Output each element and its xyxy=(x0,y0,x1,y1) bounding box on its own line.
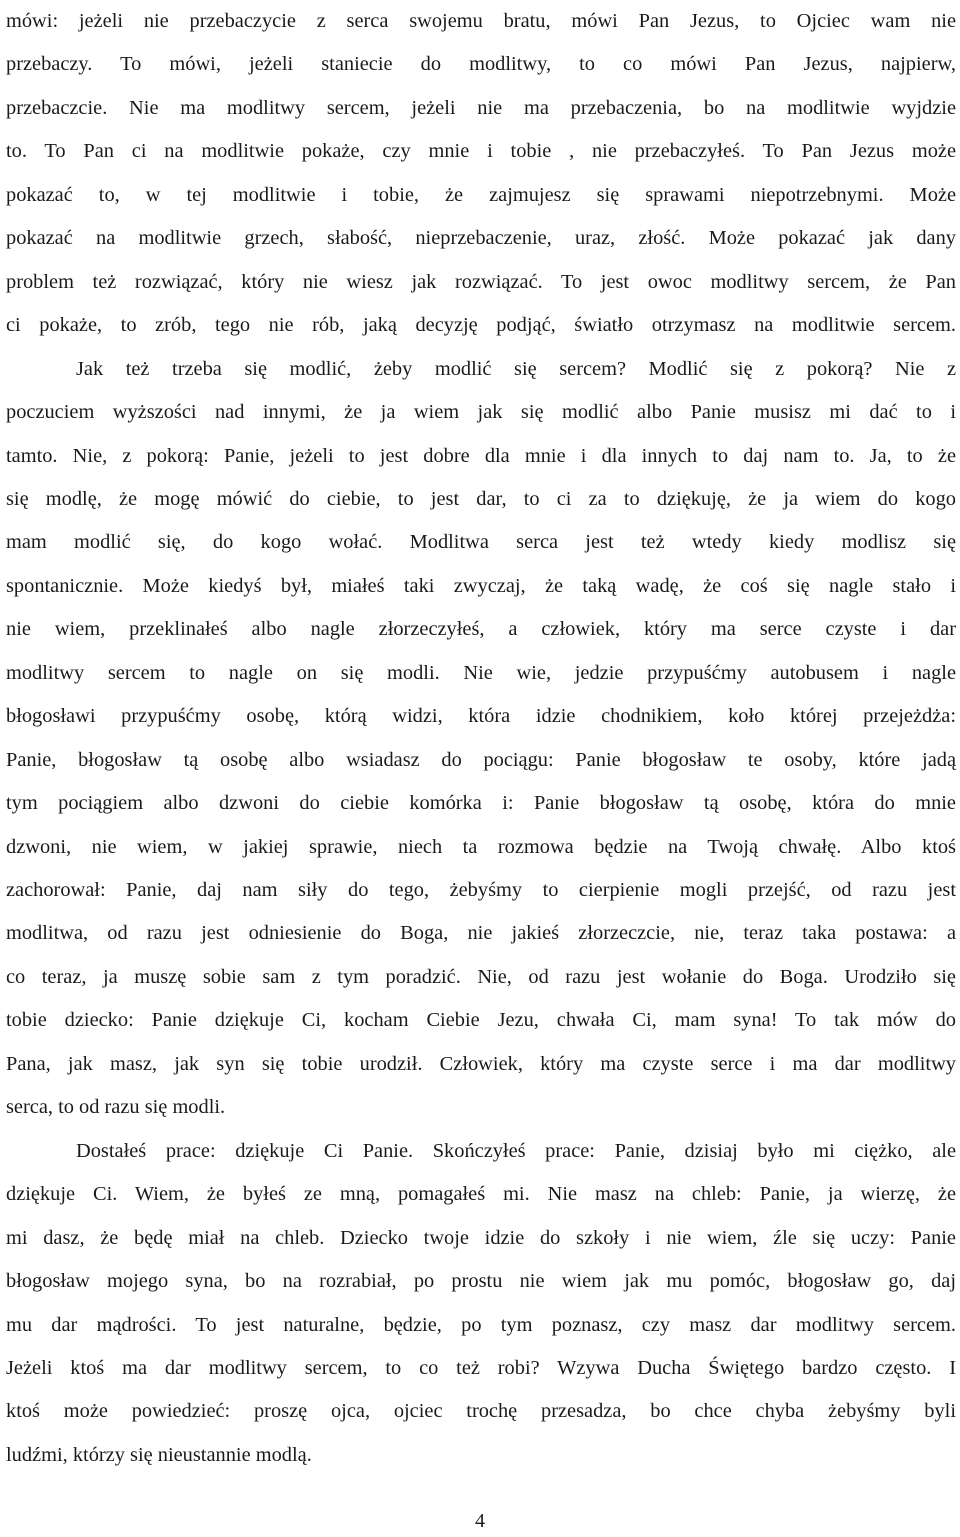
text-line xyxy=(6,608,956,652)
text-line xyxy=(6,912,956,956)
text-segment: dziękuje Ci. Wiem, że byłeś ze mną, pomagałeś mi. Nie masz na chleb: Panie, ja wierzę, że xyxy=(6,1183,956,1206)
text-segment: spontanicznie. Może kiedyś był, miałeś taki zwyczaj, że taką wadę, że coś się nagle stało i xyxy=(6,574,956,597)
text-segment: co teraz, ja muszę sobie sam z tym poradzić. Nie, od razu jest wołanie do Boga. Urodziło się xyxy=(6,965,956,988)
text-line xyxy=(6,1304,956,1348)
page-number: 4 xyxy=(475,1510,485,1532)
text-line xyxy=(6,1217,956,1261)
text-segment: ci pokaże, to zrób, tego nie rób, jaką decyzję podjąć, światło otrzymasz na modlitwie sercem. xyxy=(6,314,956,337)
text-line xyxy=(6,739,956,783)
text-segment: Dostałeś prace: dziękuje Ci Panie. Skończyłeś prace: Panie, dzisiaj było mi ciężko, ale xyxy=(76,1139,956,1162)
text-line xyxy=(6,695,956,739)
text-line xyxy=(6,1260,956,1304)
text-line xyxy=(6,869,956,913)
text-segment: przebaczcie. Nie ma modlitwy sercem, jeżeli nie ma przebaczenia, bo na modlitwie wyjdzie xyxy=(6,96,956,119)
text-segment: się modlę, że mogę mówić do ciebie, to jest dar, to ci za to dziękuję, że ja wiem do kogo xyxy=(6,487,956,510)
text-segment: Pana, jak masz, jak syn się tobie urodził. Człowiek, który ma czyste serce i ma dar modlitwy xyxy=(6,1052,956,1075)
text-line xyxy=(6,130,956,174)
text-segment: zachorował: Panie, daj nam siły do tego, żebyśmy to cierpienie mogli przejść, od razu jest xyxy=(6,879,956,901)
text-line xyxy=(6,261,956,305)
text-segment: Jeżeli ktoś ma dar modlitwy sercem, to co też robi? Wzywa Ducha Świętego bardzo często. I xyxy=(6,1356,956,1379)
text-segment: mam modlić się, do kogo wołać. Modlitwa serca jest też wtedy kiedy modlisz się xyxy=(6,531,956,554)
text-segment: To Pan Jezus może xyxy=(762,140,957,163)
text-line xyxy=(6,956,956,1000)
text-line xyxy=(6,565,956,609)
text-segment: pokazać to, w tej modlitwie i tobie, że zajmujesz się sprawami niepotrzebnymi. Może xyxy=(6,183,956,206)
text-line xyxy=(6,391,956,435)
text-line xyxy=(6,478,956,522)
text-segment: tamto. Nie, z pokorą: Panie, jeżeli to jest dobre dla mnie i dla innych to daj nam to. Ja, to że xyxy=(6,444,956,467)
text-segment: ludźmi, którzy się nieustannie modlą. xyxy=(6,1443,312,1466)
text-line xyxy=(6,1086,956,1130)
text-line xyxy=(6,652,956,696)
text-segment: nie wiem, przeklinałeś albo nagle złorzeczyłeś, a człowiek, który ma serce czyste i dar xyxy=(6,618,956,641)
text-segment: to. To Pan ci na modlitwie pokaże, czy mnie i tobie , nie przebaczyłeś. xyxy=(6,140,746,163)
text-line xyxy=(6,43,956,87)
text-segment: Panie, błogosław tą osobę albo wsiadasz do pociągu: Panie błogosław te osoby, które jadą xyxy=(6,748,956,771)
text-line xyxy=(6,217,956,261)
text-segment: pokazać na modlitwie grzech, słabość, nieprzebaczenie, uraz, złość. Może pokazać jak dany xyxy=(6,227,956,250)
text-segment: błogosław mojego syna, bo na rozrabiał, po prostu nie wiem jak mu pomóc, błogosław go, daj xyxy=(6,1270,956,1293)
text-line xyxy=(6,1390,956,1434)
text-segment: ktoś może powiedzieć: proszę ojca, ojciec trochę przesadza, bo chce chyba żebyśmy byli xyxy=(6,1400,956,1423)
text-line xyxy=(6,87,956,131)
text-line xyxy=(6,826,956,870)
text-line xyxy=(6,521,956,565)
text-line xyxy=(6,999,956,1043)
text-line xyxy=(6,1434,956,1478)
text-line xyxy=(6,304,956,348)
text-segment: tym pociągiem albo dzwoni do ciebie komórka i: Panie błogosław tą osobę, która do mnie xyxy=(6,792,956,815)
text-line xyxy=(6,1043,956,1087)
text-segment: mówi: jeżeli nie przebaczycie z serca swojemu bratu, mówi Pan Jezus, to Ojciec wam nie xyxy=(6,10,956,32)
text-segment: Jak też trzeba się modlić, żeby modlić się sercem? Modlić się z pokorą? Nie z xyxy=(76,357,956,380)
text-segment: dzwoni, nie wiem, w jakiej sprawie, niech ta rozmowa będzie na Twoją chwałę. Albo ktoś xyxy=(6,835,956,858)
text-line xyxy=(6,782,956,826)
text-segment: mi dasz, że będę miał na chleb. Dziecko twoje idzie do szkoły i nie wiem, źle się uczy: Panie xyxy=(6,1226,956,1249)
text-line xyxy=(6,0,956,44)
text-segment: problem też rozwiązać, który nie wiesz jak rozwiązać. To jest owoc modlitwy sercem, że Pan xyxy=(6,270,956,293)
text-segment: tobie dziecko: Panie dziękuje Ci, kocham Ciebie Jezu, chwała Ci, mam syna! To tak mów do xyxy=(6,1009,956,1032)
text-segment: serca, to od razu się modli. xyxy=(6,1096,226,1119)
text-segment: przebaczy. To mówi, jeżeli staniecie do modlitwy, to co mówi Pan Jezus, najpierw, xyxy=(6,53,956,76)
text-line xyxy=(6,1173,956,1217)
text-line xyxy=(6,435,956,479)
text-line xyxy=(6,1130,956,1174)
text-line xyxy=(6,348,956,392)
text-line xyxy=(6,1347,956,1391)
text-line xyxy=(6,174,956,218)
text-segment: błogosławi przypuśćmy osobę, którą widzi, która idzie chodnikiem, koło której przejeżdża: xyxy=(6,705,956,728)
text-segment: modlitwy sercem to nagle on się modli. Nie wie, jedzie przypuśćmy autobusem i nagle xyxy=(6,661,956,684)
text-segment: modlitwa, od razu jest odniesienie do Boga, nie jakieś złorzeczcie, nie, teraz taka postawa: a xyxy=(6,922,956,945)
text-segment: poczuciem wyższości nad innymi, że ja wiem jak się modlić albo Panie musisz mi dać to i xyxy=(6,401,956,424)
text-segment: mu dar mądrości. To jest naturalne, będzie, po tym poznasz, czy masz dar modlitwy sercem. xyxy=(6,1313,956,1336)
